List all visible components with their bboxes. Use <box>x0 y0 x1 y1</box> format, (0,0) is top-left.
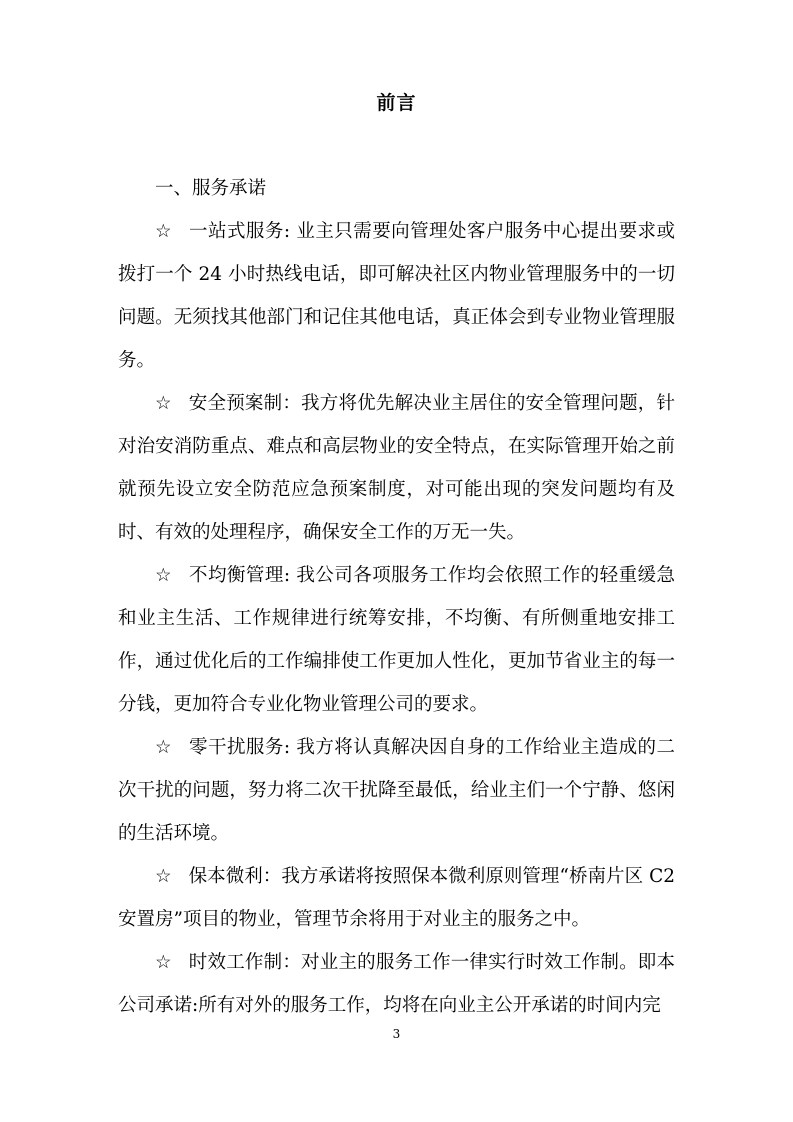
commitment-item <box>118 941 675 1027</box>
commitment-text: 安全预案制：我方将优先解决业主居住的安全管理问题，针对治安消防重点、难点和高层物业的安全特点，在实际管理开始之前就预先设立安全防范应急预案制度，对可能出现的突发问题均有及时、有效的处理程序，确保安全工作的万无一失。 <box>118 393 675 543</box>
commitment-item <box>118 382 675 554</box>
commitment-text: 时效工作制：对业主的服务工作一律实行时效工作制。即本公司承诺:所有对外的服务工作，均将在向业主公开承诺的时间内完 <box>118 952 675 1016</box>
commitment-text: 不均衡管理: 我公司各项服务工作均会依照工作的轻重缓急和业主生活、工作规律进行统筹安排，不均衡、有所侧重地安排工作，通过优化后的工作编排使工作更加人性化，更加节省业主的每一分钱，更加符合专业化物业管理公司的要求。 <box>118 565 675 715</box>
section-heading: 一、服务承诺 <box>155 178 267 199</box>
star-icon: ☆ <box>155 221 173 242</box>
star-icon: ☆ <box>155 565 173 586</box>
commitment-item <box>118 855 675 941</box>
star-icon: ☆ <box>155 952 172 973</box>
star-icon: ☆ <box>155 393 172 414</box>
commitment-item <box>118 726 675 855</box>
document-body <box>118 167 675 1027</box>
commitment-text: 一站式服务: 业主只需要向管理处客户服务中心提出要求或拨打一个 24 小时热线电话，即可解决社区内物业管理服务中的一切问题。无须找其他部门和记住其他电话，真正体会到专业物业管理服务。 <box>118 221 675 371</box>
page-title: 前言 <box>376 92 417 114</box>
commitment-item <box>118 210 675 382</box>
commitment-item <box>118 554 675 726</box>
star-icon: ☆ <box>155 737 173 758</box>
commitment-text: 零干扰服务: 我方将认真解决因自身的工作给业主造成的二次干扰的问题，努力将二次干扰降至最低，给业主们一个宁静、悠闲的生活环境。 <box>118 737 675 844</box>
star-icon: ☆ <box>155 866 172 887</box>
commitment-text: 保本微利：我方承诺将按照保本微利原则管理“桥南片区 C2 安置房”项目的物业，管理节余将用于对业主的服务之中。 <box>118 866 675 930</box>
page-number: 3 <box>392 1027 401 1041</box>
